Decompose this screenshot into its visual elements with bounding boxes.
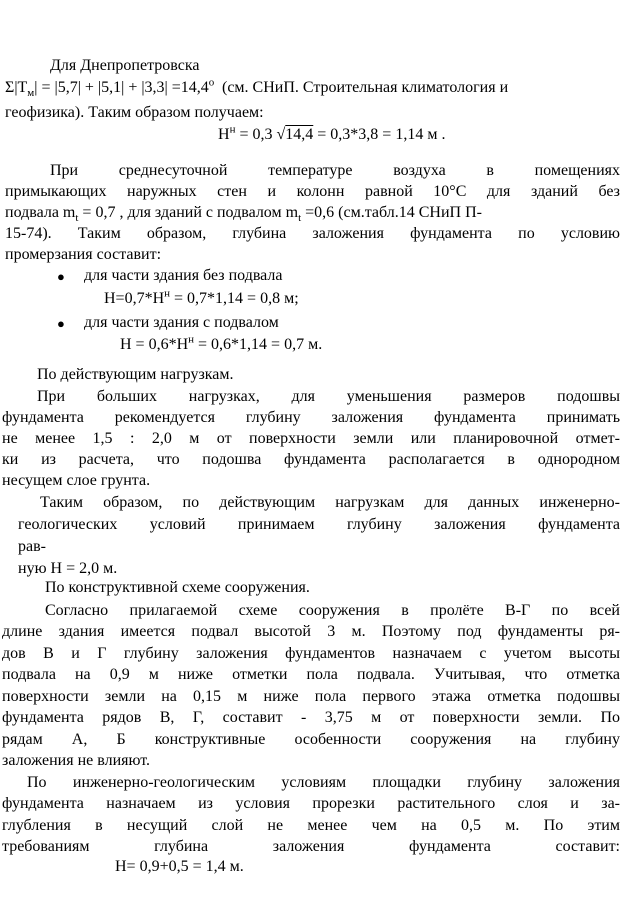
para2-line3-post: =0,6 (см.табл.14 СНиП П- <box>301 204 482 221</box>
para3-line5: несущем слое грунта. <box>2 472 151 489</box>
bullet-1-equation <box>104 288 299 310</box>
para2-line5: промерзания составит: <box>5 246 162 263</box>
para4-line3: рав- <box>18 538 46 555</box>
para3-line2: фундамента рекомендуется глубину заложения фундамента принимать <box>2 409 620 426</box>
bullet-2-eq-b: = 0,6*1,14 = 0,7 м. <box>194 336 323 353</box>
para5-line2: длине здания имеется подвал высотой 3 м. Поэтому под фундаменты ря- <box>2 623 620 640</box>
sum-formula <box>5 77 214 99</box>
para5-line7: рядам А, Б конструктивные особенности сооружения на глубину <box>2 731 620 748</box>
root-value: 14,4 <box>285 126 314 143</box>
para3-line1: При больших нагрузках, для уменьшения размеров подошвы <box>37 388 620 405</box>
construction-heading: По конструктивной схеме сооружения. <box>45 579 310 596</box>
para4-line4: ную Н = 2,0 м. <box>18 560 118 577</box>
depth-eq-h: Н <box>218 126 230 143</box>
para3-line3: не менее 1,5 : 2,0 м от поверхности земли или планировочной отмет- <box>2 430 620 447</box>
para2-line3-mid: = 0,7 , для зданий с подвалом m <box>78 204 299 221</box>
city-heading: Для Днепропетровска <box>50 57 200 74</box>
para2-line2: примыкающих наружных стен и колонн равной 10°С для зданий без <box>5 183 620 200</box>
para2-line3 <box>5 202 482 224</box>
para2-line3-sub: t <box>75 212 79 225</box>
para5-line5: поверхности земли на 0,15 м ниже пола первого этажа отметка подошвы <box>2 688 620 705</box>
bullet-marker-1: ● <box>57 269 65 284</box>
bullet-2-eq-a: Н = 0,6*Н <box>120 336 189 353</box>
root-sign: √ <box>276 126 286 143</box>
snip-reference: (см. СНиП. Строительная климатология и <box>222 79 509 96</box>
para5-line1: Согласно прилагаемой схеме сооружения в пролёте В-Г по всей <box>45 602 620 619</box>
para4-line2: геологических условий принимаем глубину заложения фундамента <box>18 516 620 533</box>
depth-eq-h-sup: н <box>229 123 236 136</box>
para5-line8: заложения не влияют. <box>2 752 151 769</box>
bullet-2-eq-sup: н <box>188 333 195 346</box>
bullet-marker-2: ● <box>57 316 65 331</box>
para5-line3: дов В и Г глубину заложения фундаментов назначаем с учетом высоты <box>2 645 620 662</box>
degree-mark: o <box>208 76 215 89</box>
para2-line1: При среднесуточной температуре воздуха в помещениях <box>50 162 620 179</box>
para6-line1: По инженерно-геологическим условиям площадки глубину заложения <box>27 774 620 791</box>
bullet-1-eq-sup: н <box>164 287 171 300</box>
para3-line4: ки из расчета, что подошва фундамента располагается в однородном <box>2 451 620 468</box>
loads-heading: По действующим нагрузкам. <box>37 366 234 383</box>
para2-line4: 15-74). Таким образом, глубина заложения фундамента по условию <box>5 225 620 242</box>
para2-line3-pre: подвала m <box>5 204 76 221</box>
para4-line1: Таким образом, по действующим нагрузкам для данных инженерно- <box>40 494 620 511</box>
bullet-2-equation <box>120 334 322 356</box>
para2-line3-sub2: t <box>298 212 302 225</box>
sum-formula-start: Σ|T <box>5 79 28 96</box>
depth-eq-b: = 0,3*3,8 = 1,14 м . <box>317 126 446 143</box>
final-equation: Н= 0,9+0,5 = 1,4 м. <box>115 858 244 875</box>
para6-line2: фундамента назначаем из условия прорезки растительного слоя и за- <box>2 795 620 812</box>
para6-line3: глубления в несущий слой не менее чем на 0,5 м. По этим <box>2 817 620 834</box>
para5-line4: подвала на 0,9 м ниже отметки пола подвала. Учитывая, что отметка <box>2 666 620 683</box>
sum-formula-middle: | = |5,7| + |5,1| + |3,3| =14,4 <box>34 79 209 96</box>
depth-equation <box>218 124 445 146</box>
bullet-1-eq-a: Н=0,7*Н <box>104 290 165 307</box>
para5-line6: фундамента рядов В, Г, составит - 3,75 м от поверхности земли. По <box>2 709 620 726</box>
bullet-1-text: для части здания без подвала <box>84 267 283 284</box>
block1-line3: геофизика). Таким образом получаем: <box>5 104 264 121</box>
bullet-2-text: для части здания с подвалом <box>84 314 279 331</box>
depth-eq-a: = 0,3 <box>239 126 273 143</box>
bullet-1-eq-b: = 0,7*1,14 = 0,8 м; <box>170 290 299 307</box>
para6-line4: требованиям глубина заложения фундамента составит: <box>2 838 620 855</box>
sum-formula-sub: м <box>27 87 35 100</box>
